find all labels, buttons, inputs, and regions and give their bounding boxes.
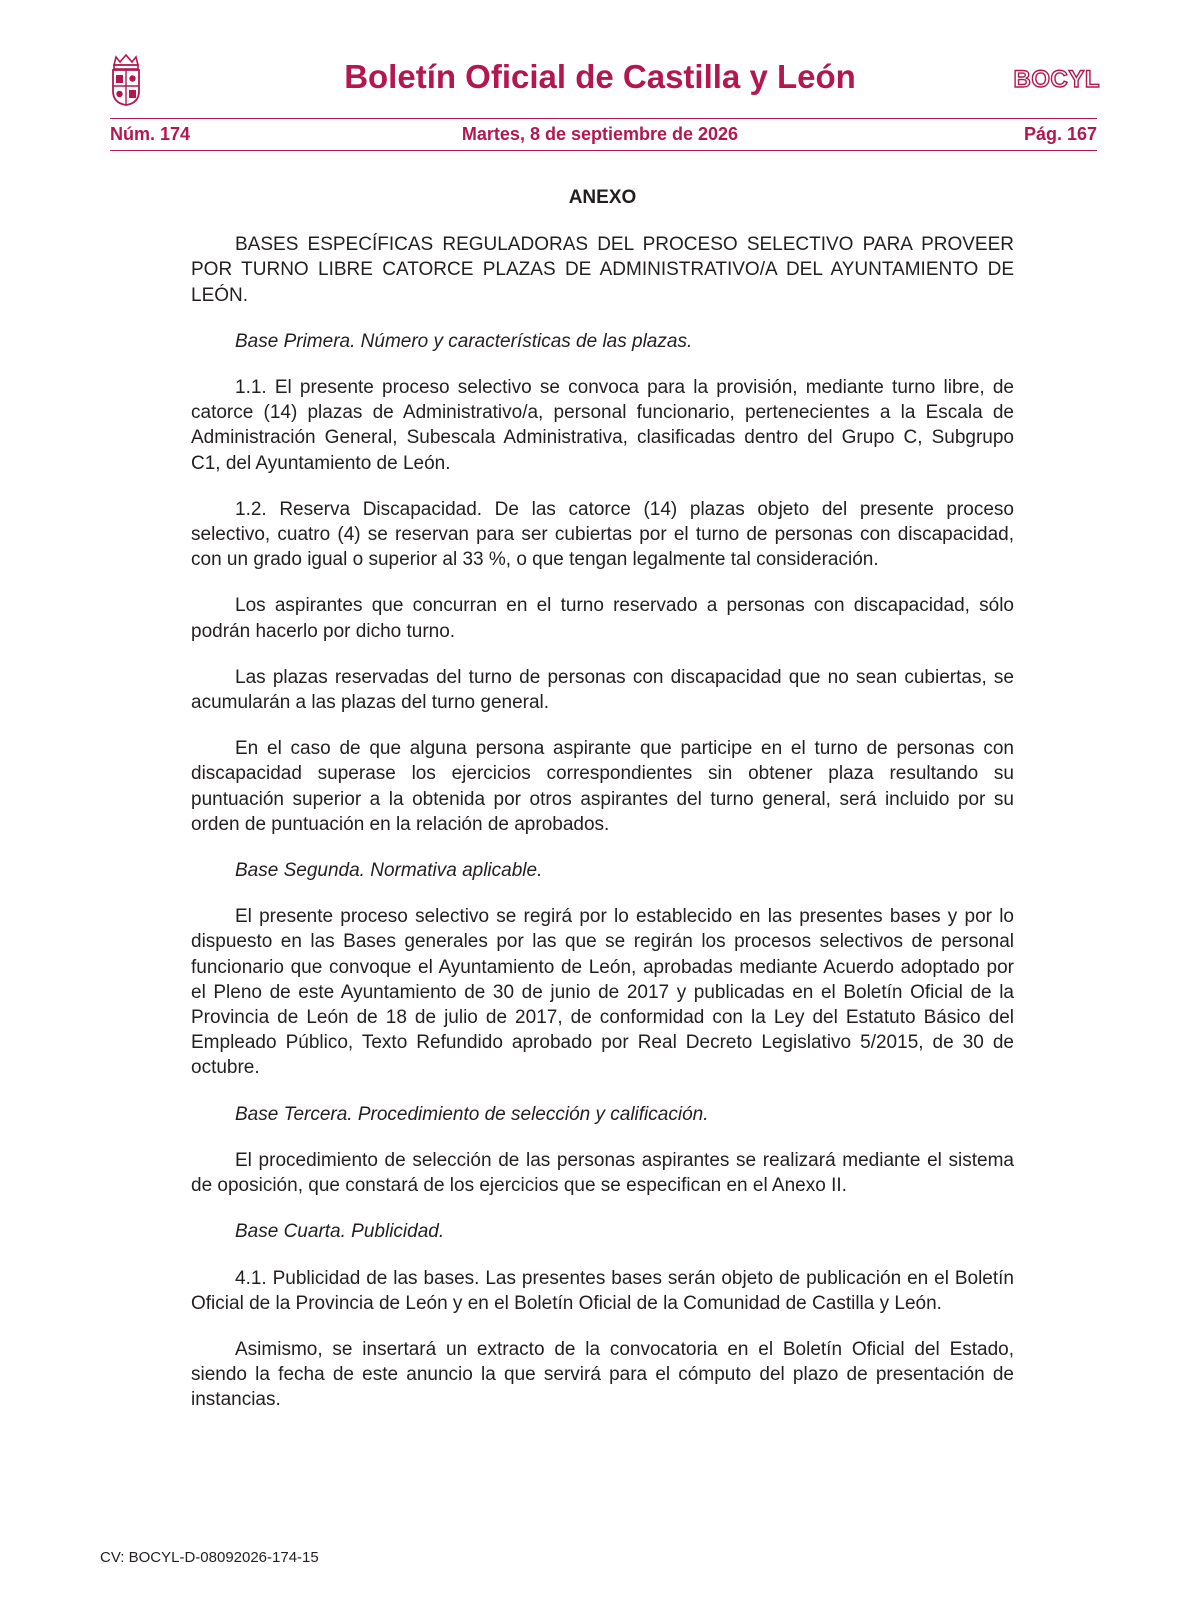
document-heading: BASES ESPECÍFICAS REGULADORAS DEL PROCESO SELECTIVO PARA PROVEER POR TURNO LIBRE CATORCE PLAZAS DE ADMINISTRATIVO/A DEL AYUNTAMIENTO DE LEÓN. (191, 234, 1014, 306)
issue-date: Martes, 8 de septiembre de 2026 (461, 124, 739, 144)
bulletin-title: Boletín Oficial de Castilla y León (344, 58, 856, 95)
paragraph: En el caso de que alguna persona aspirante que participe en el turno de personas con discapacidad superase los ejercicios correspondientes sin obtener plaza resultando su puntuación superior a la obtenida por otros aspirantes del turno general, será incluido por su orden de puntuación en la relación de aprobados. (191, 738, 1014, 835)
paragraph: Los aspirantes que concurran en el turno reservado a personas con discapacidad, sólo podrán hacerlo por dicho turno. (191, 595, 1014, 642)
header-rule-top (110, 118, 1097, 119)
issue-number: Núm. 174 (110, 124, 191, 144)
annex-title: ANEXO (568, 187, 637, 208)
cv-code: CV: BOCYL-D-08092026-174-15 (100, 1549, 319, 1566)
paragraph: 1.1. El presente proceso selectivo se convoca para la provisión, mediante turno libre, de catorce (14) plazas de Administrativo/a, personal funcionario, pertenecientes a la Escala de Administración General, Subescala Administrativa, clasificadas dentro del Grupo C, Subgrupo C1, del Ayuntamiento de León. (191, 377, 1014, 474)
bocyl-logo: BOCYL (1013, 66, 1100, 93)
paragraph: El presente proceso selectivo se regirá por lo establecido en las presentes bases y por lo dispuesto en las Bases generales por las que se regirán los procesos selectivos de personal funcionario que convoque el Ayuntamiento de León, aprobadas mediante Acuerdo adoptado por el Pleno de este Ayuntamiento de 30 de junio de 2017 y publicadas en el Boletín Oficial de la Provincia de León de 18 de julio de 2017, de conformidad con la Ley del Estatuto Básico del Empleado Público, Texto Refundido aprobado por Real Decreto Legislativo 5/2015, de 30 de octubre. (191, 906, 1014, 1079)
document-body (191, 185, 1014, 1434)
section-heading: Base Tercera. Procedimiento de selección y calificación. (235, 1103, 709, 1125)
page-number: Pág. 167 (1023, 124, 1097, 144)
paragraph: 4.1. Publicidad de las bases. Las presentes bases serán objeto de publicación en el Boletín Oficial de la Provincia de León y en el Boletín Oficial de la Comunidad de Castilla y León. (191, 1267, 1014, 1314)
section-heading: Base Cuarta. Publicidad. (235, 1221, 445, 1243)
section-heading: Base Segunda. Normativa aplicable. (235, 860, 543, 882)
paragraph: Las plazas reservadas del turno de personas con discapacidad que no sean cubiertas, se acumularán a las plazas del turno general. (191, 666, 1014, 714)
paragraph: El procedimiento de selección de las personas aspirantes se realizará mediante el sistema de oposición, que constará de los ejercicios que se especifican en el Anexo II. (191, 1149, 1014, 1197)
paragraph: 1.2. Reserva Discapacidad. De las catorce (14) plazas objeto del presente proceso selectivo, cuatro (4) se reservan para ser cubiertas por el turno de personas con discapacidad, con un grado igual o superior al 33 %, o que tengan legalmente tal consideración. (191, 498, 1014, 571)
section-heading: Base Primera. Número y características de las plazas. (235, 330, 693, 352)
header-rule-bottom (110, 150, 1097, 151)
paragraph: Asimismo, se insertará un extracto de la convocatoria en el Boletín Oficial del Estado, siendo la fecha de este anuncio la que servirá para el cómputo del plazo de presentación de instancias. (191, 1338, 1014, 1411)
